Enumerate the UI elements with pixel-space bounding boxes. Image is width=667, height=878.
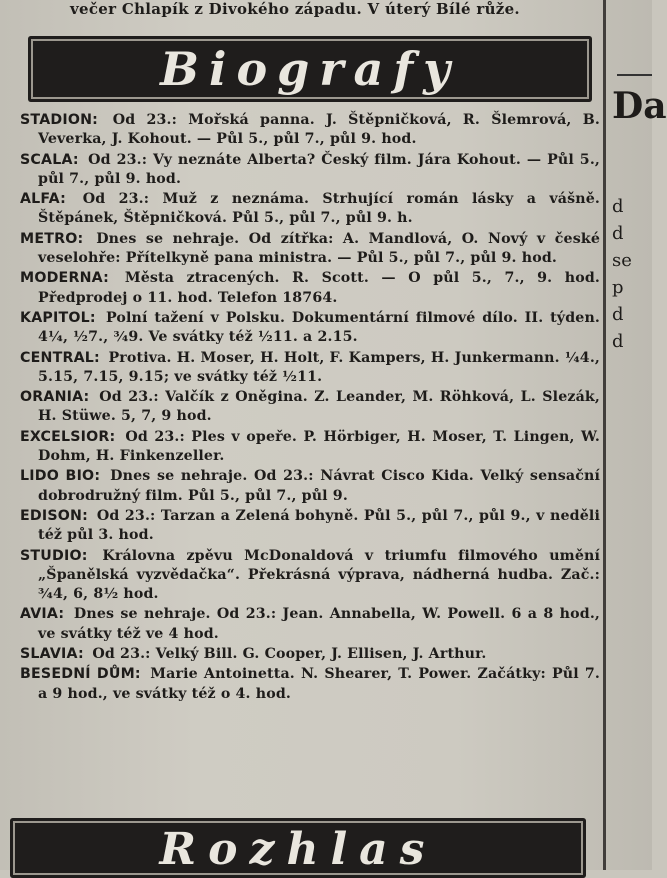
adjacent-text-fragment: d [612,196,624,217]
cinema-program: Marie Antoinetta. N. Shearer, T. Power. Začátky: Půl 7. a 9 hod., ve svátky též o 4. hod. [38,666,601,702]
cinema-name: AVIA: [20,606,65,623]
cinema-entry [20,547,600,605]
cinema-program: Protiva. H. Moser, H. Holt, F. Kampers, H. Junkermann. ¼4., 5.15, 7.15, 9.15; ve svátky též ½11. [38,349,600,385]
cinema-name: MODERNA: [20,270,109,287]
cinema-entry [20,349,600,388]
cinema-listings [20,111,600,705]
cinema-name: METRO: [20,230,84,247]
adjacent-column [612,84,667,355]
cinema-entry [20,645,600,664]
next-section-title: Rozhlas [159,824,437,875]
cinema-program: Od 23.: Mořská panna. J. Štěpničková, R. Šlemrová, B. Veverka, J. Kohout. — Půl 5., půl 7., půl 9. hod. [38,112,600,148]
cinema-name: BESEDNÍ DŮM: [20,666,141,683]
cinema-entry [20,507,600,546]
adjacent-text-fragments [612,193,652,355]
section-banner [28,36,592,102]
cinema-name: LIDO BIO: [20,468,101,485]
adjacent-heading: Da [612,85,667,127]
cinema-program: Od 23.: Ples v opeře. P. Hörbiger, H. Moser, T. Lingen, W. Dohm, H. Finkenzeller. [38,428,600,465]
cinema-program: Od 23.: Muž z neznáma. Strhující román lásky a vášně. Štěpánek, Štěpničková. Půl 5., půl 7., půl 9. h. [38,191,600,227]
cinema-name: ALFA: [20,191,66,208]
previous-column-line: večer Chlapík z Divokého západu. V úterý Bílé růže. [70,0,520,18]
cinema-entry [20,151,600,190]
next-section-banner [10,818,586,878]
cinema-entry [20,190,600,229]
cinema-name: STUDIO: [20,547,88,564]
cinema-name: ORANIA: [20,389,90,406]
cinema-program: Od 23.: Tarzan a Zelená bohyně. Půl 5., půl 7., půl 9., v neděli též půl 3. hod. [38,507,600,544]
cinema-entry [20,269,600,308]
column-rule [617,74,652,76]
cinema-program: Dnes se nehraje. Od 23.: Jean. Annabella, W. Powell. 6 a 8 hod., ve svátky též ve 4 hod. [38,606,600,642]
cinema-entry [20,111,600,150]
cinema-entry [20,467,600,506]
cinema-program: Královna zpěvu McDonaldová v triumfu filmového umění „Španělská vyzvědačka“. Překrásná výprava, nádherná hudba. Zač.: ¾4, 6, 8½ hod. [38,547,601,603]
cinema-program: Od 23.: Valčík z Oněgina. Z. Leander, M. Röhková, L. Slezák, H. Stüwe. 5, 7, 9 hod. [38,389,600,425]
cinema-entry [20,309,600,348]
cinema-entry [20,230,600,269]
cinema-name: KAPITOL: [20,309,96,326]
cinema-program: Města ztracených. R. Scott. — O půl 5., 7., 9. hod. Předprodej o 11. hod. Telefon 18764. [38,270,600,306]
cinema-name: EDISON: [20,507,88,524]
cinema-program: Polní tažení v Polsku. Dokumentární filmové dílo. II. týden. 4¼, ½7., ¾9. Ve svátky též ½11. a 2.15. [38,309,601,346]
cinema-name: SCALA: [20,151,79,168]
cinema-name: EXCELSIOR: [20,428,116,445]
cinema-program: Od 23.: Vy neznáte Alberta? Český film. Jára Kohout. — Půl 5., půl 7., půl 9. hod. [38,151,600,187]
cinema-program: Dnes se nehraje. Od 23.: Návrat Cisco Kida. Velký sensační dobrodružný film. Půl 5., půl 7., půl 9. [38,468,600,504]
cinema-program: Dnes se nehraje. Od zítřka: A. Mandlová, O. Nový v české veselohře: Přítelkyně pana ministra. — Půl 5., půl 7., půl 9. hod. [38,230,600,267]
adjacent-text-fragment: d [612,331,624,352]
cinema-name: STADION: [20,112,99,128]
cinema-entry [20,428,600,467]
adjacent-text-fragment: d [612,304,624,325]
adjacent-text-fragment: d [612,223,624,244]
column-divider [603,0,606,870]
cinema-name: SLAVIA: [20,646,84,663]
section-title: Biografy [160,42,460,96]
adjacent-text-fragment: se [612,250,632,271]
cinema-program: Od 23.: Velký Bill. G. Cooper, J. Ellisen, J. Arthur. [92,646,487,663]
cinema-entry [20,665,600,704]
cinema-entry [20,605,600,644]
adjacent-text-fragment: p [612,277,624,298]
cinema-name: CENTRAL: [20,349,100,366]
cinema-entry [20,388,600,427]
